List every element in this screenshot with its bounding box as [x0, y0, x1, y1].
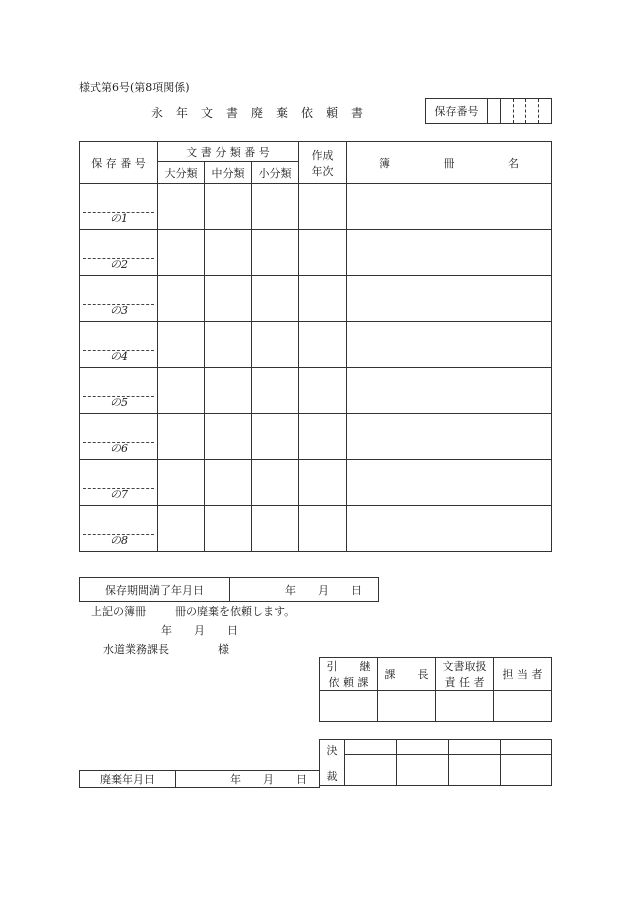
stamp-doc-officer[interactable] [436, 691, 494, 722]
decision-stamp-2[interactable] [397, 755, 449, 786]
header-class-mid: 中分類 [205, 162, 252, 184]
row-class-large[interactable] [158, 230, 205, 276]
row-class-mid[interactable] [205, 276, 252, 322]
row-creation-year[interactable] [299, 506, 347, 552]
row-suffix-label: の7 [110, 488, 128, 501]
row-ledger-name[interactable] [347, 506, 552, 552]
approval-requesting-dept: 引 継 依 頼 課 [320, 658, 378, 691]
row-class-small[interactable] [252, 368, 299, 414]
row-storage-number[interactable] [80, 276, 158, 322]
table-row [80, 230, 552, 276]
decision-stamp-3[interactable] [449, 755, 501, 786]
storage-digit-4[interactable] [525, 99, 538, 123]
storage-number-box [425, 98, 552, 124]
decision-stamp-4[interactable] [501, 755, 552, 786]
decision-cell-4[interactable] [501, 740, 552, 755]
row-suffix-label: の4 [110, 350, 128, 363]
header-storage-number: 保 存 番 号 [80, 142, 158, 184]
disposal-label: 廃棄年月日 [80, 771, 176, 788]
page-title: 永年文書廃棄依頼書 [151, 106, 377, 120]
document-list-table [79, 141, 552, 552]
row-creation-year[interactable] [299, 184, 347, 230]
row-class-large[interactable] [158, 414, 205, 460]
row-class-mid[interactable] [205, 460, 252, 506]
row-storage-number[interactable] [80, 460, 158, 506]
row-storage-number[interactable] [80, 230, 158, 276]
table-row [80, 414, 552, 460]
row-suffix-label: の5 [110, 396, 128, 409]
request-date: 年 月 日 [161, 624, 238, 637]
table-row [80, 368, 552, 414]
storage-digit-5[interactable] [538, 99, 551, 123]
stamp-chief[interactable] [378, 691, 436, 722]
row-storage-number[interactable] [80, 322, 158, 368]
decision-cell-1[interactable] [345, 740, 397, 755]
header-ledger-name: 簿 冊 名 [347, 142, 552, 184]
row-ledger-name[interactable] [347, 276, 552, 322]
stamp-requesting-dept[interactable] [320, 691, 378, 722]
disposal-date[interactable]: 年 月 日 [176, 771, 320, 788]
header-class-large: 大分類 [158, 162, 205, 184]
row-ledger-name[interactable] [347, 414, 552, 460]
row-class-small[interactable] [252, 506, 299, 552]
row-class-small[interactable] [252, 276, 299, 322]
decision-label: 決 裁 [320, 740, 345, 786]
approval-doc-officer: 文書取扱 責 任 者 [436, 658, 494, 691]
row-storage-number[interactable] [80, 184, 158, 230]
approval-chief: 課 長 [378, 658, 436, 691]
row-creation-year[interactable] [299, 460, 347, 506]
row-class-large[interactable] [158, 276, 205, 322]
table-row [80, 276, 552, 322]
expiry-label: 保存期間満了年月日 [80, 578, 230, 602]
row-suffix-label: の2 [110, 258, 128, 271]
row-creation-year[interactable] [299, 322, 347, 368]
table-row [80, 322, 552, 368]
row-ledger-name[interactable] [347, 184, 552, 230]
header-class-small: 小分類 [252, 162, 299, 184]
row-suffix-label: の3 [110, 304, 128, 317]
row-ledger-name[interactable] [347, 230, 552, 276]
row-class-large[interactable] [158, 322, 205, 368]
decision-cell-2[interactable] [397, 740, 449, 755]
row-storage-number[interactable] [80, 368, 158, 414]
storage-digit-3[interactable] [513, 99, 526, 123]
row-creation-year[interactable] [299, 276, 347, 322]
row-storage-number[interactable] [80, 506, 158, 552]
row-class-small[interactable] [252, 230, 299, 276]
row-class-mid[interactable] [205, 368, 252, 414]
row-storage-number[interactable] [80, 414, 158, 460]
storage-digit-1[interactable] [487, 99, 500, 123]
row-class-small[interactable] [252, 184, 299, 230]
storage-number-label: 保存番号 [434, 104, 479, 118]
row-class-large[interactable] [158, 368, 205, 414]
expiry-table [79, 577, 379, 602]
row-creation-year[interactable] [299, 414, 347, 460]
header-creation-year: 作成 年次 [299, 142, 347, 184]
decision-cell-3[interactable] [449, 740, 501, 755]
row-class-mid[interactable] [205, 230, 252, 276]
row-class-large[interactable] [158, 460, 205, 506]
row-class-large[interactable] [158, 506, 205, 552]
honorific: 様 [218, 643, 229, 656]
row-suffix-label: の6 [110, 442, 128, 455]
expiry-date[interactable]: 年 月 日 [230, 578, 379, 602]
decision-stamp-1[interactable] [345, 755, 397, 786]
row-creation-year[interactable] [299, 230, 347, 276]
storage-digit-2[interactable] [500, 99, 513, 123]
addressee: 水道業務課長 [103, 643, 169, 656]
row-class-mid[interactable] [205, 414, 252, 460]
approval-table [319, 657, 552, 722]
disposal-table [79, 770, 320, 788]
form-number: 様式第6号(第8項関係) [79, 81, 190, 94]
request-sentence-2: 冊の廃棄を依頼します。 [175, 605, 296, 618]
table-row [80, 506, 552, 552]
request-sentence-1: 上記の簿冊 [91, 605, 146, 618]
table-row [80, 460, 552, 506]
row-class-large[interactable] [158, 184, 205, 230]
row-class-mid[interactable] [205, 322, 252, 368]
table-row [80, 184, 552, 230]
row-suffix-label: の1 [110, 212, 128, 225]
row-class-mid[interactable] [205, 506, 252, 552]
approval-person-in-charge: 担 当 者 [494, 658, 552, 691]
row-class-small[interactable] [252, 460, 299, 506]
row-class-small[interactable] [252, 322, 299, 368]
row-creation-year[interactable] [299, 368, 347, 414]
decision-table [319, 739, 552, 786]
row-class-small[interactable] [252, 414, 299, 460]
row-ledger-name[interactable] [347, 322, 552, 368]
stamp-person-in-charge[interactable] [494, 691, 552, 722]
header-class-number: 文 書 分 類 番 号 [158, 142, 299, 162]
row-class-mid[interactable] [205, 184, 252, 230]
row-ledger-name[interactable] [347, 368, 552, 414]
row-ledger-name[interactable] [347, 460, 552, 506]
row-suffix-label: の8 [110, 534, 128, 547]
